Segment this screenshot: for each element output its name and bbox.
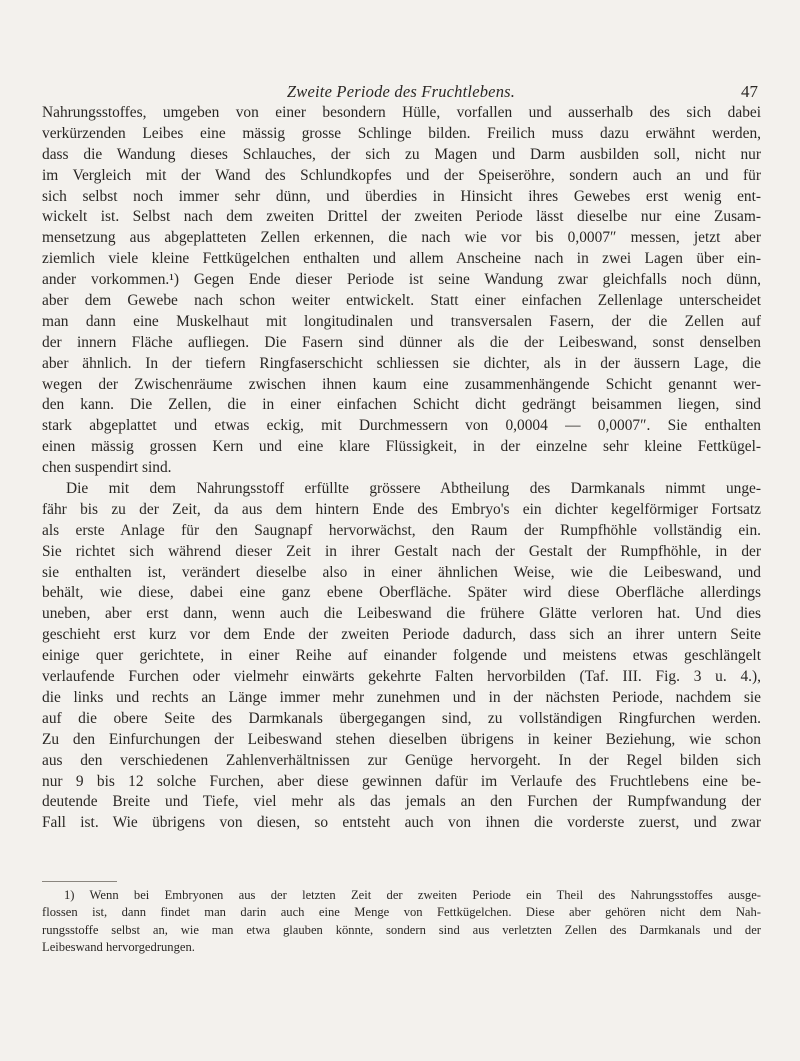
text-line: behält, wie diese, dabei eine ganz ebene Oberfläche. Später wird diese Oberfläche allerdings <box>42 584 761 602</box>
text-line: auf die obere Seite des Darmkanals übergegangen sind, zu vollständigen Ringfurchen werden. <box>42 709 761 727</box>
text-line: sie enthalten ist, verändert dieselbe also in einer ähnlichen Weise, wie die Leibeswand, und <box>42 563 761 581</box>
text-line: Zu den Einfurchungen der Leibeswand stehen dieselben übrigens in keiner Beziehung, wie schon <box>42 730 761 748</box>
text-line: stark abgeplattet und etwas eckig, mit Durchmessern von 0,0004 — 0,0007″. Sie enthalten <box>42 417 761 435</box>
text-line: aus den verschiedenen Zahlenverhältnissen zur Genüge hervorgeht. In der Regel bilden sich <box>42 751 761 769</box>
footnote-line: 1) Wenn bei Embryonen aus der letzten Zeit der zweiten Periode ein Theil des Nahrungsstoffes ausge- <box>64 888 761 902</box>
footnote-line: flossen ist, dann findet man darin auch eine Menge von Fettkügelchen. Diese aber gehören nicht dem Nah- <box>42 905 761 920</box>
text-line: verlaufende Furchen oder vielmehr einwärts gekehrte Falten hervorbilden (Taf. III. Fig. 3 u. 4.), <box>42 668 761 686</box>
footnote-line: Leibeswand hervorgedrungen. <box>42 939 195 954</box>
footnote-line: rungsstoffe selbst an, wie man etwa glauben könnte, sondern sind aus verletzten Zellen des Darmkanals und der <box>42 922 761 937</box>
text-line: den kann. Die Zellen, die in einer einfachen Schicht dicht gedrängt beisammen liegen, sind <box>42 396 761 414</box>
footnote-divider <box>42 881 117 882</box>
text-line: verkürzenden Leibes eine mässig grosse Schlinge bilden. Freilich muss dazu erwähnt werden, <box>42 124 761 142</box>
footnote <box>42 887 761 956</box>
text-line: wegen der Zwischenräume zwischen ihnen kaum eine zusammenhängende Schicht genannt wer- <box>42 375 761 393</box>
text-line: dass die Wandung dieses Schlauches, der sich zu Magen und Darm ausbilden soll, nicht nur <box>42 145 761 163</box>
text-line-paragraph-end: chen suspendirt sind. <box>42 459 172 477</box>
page-number: 47 <box>741 82 758 101</box>
text-line: fähr bis zu der Zeit, da aus dem hintern Ende des Embryo's ein dichter kegelförmiger Fortsatz <box>42 500 761 518</box>
text-line: deutende Breite und Tiefe, viel mehr als das jemals an den Furchen der Rumpfwandung der <box>42 793 761 811</box>
text-line: einige quer gerichtete, in einer Reihe auf einander folgende und meistens etwas geschlängelt <box>42 647 761 665</box>
text-line: Nahrungsstoffes, umgeben von einer besondern Hülle, vorfallen und ausserhalb des sich dabei <box>42 104 761 121</box>
text-line: Fall ist. Wie übrigens von diesen, so entsteht auch von ihnen die vorderste zuerst, und zwar <box>42 814 761 832</box>
text-line: aber dem Gewebe nach schon weiter entwickelt. Statt einer einfachen Zellenlage unterscheidet <box>42 292 761 310</box>
running-title: Zweite Periode des Fruchtlebens. <box>286 82 516 101</box>
text-line: mensetzung aus abgeplatteten Zellen erkennen, die nach wie vor bis 0,0007″ messen, jetzt aber <box>42 229 761 247</box>
text-line: nur 9 bis 12 solche Furchen, aber diese gewinnen dafür im Verlaufe des Fruchtlebens eine be- <box>42 772 761 790</box>
text-line: aber ähnlich. In der tiefern Ringfaserschicht schliessen sie dichter, als in der äussern Lage, die <box>42 354 761 372</box>
text-line: wickelt ist. Selbst nach dem zweiten Drittel der zweiten Periode lässt dieselbe nur eine Zusam- <box>42 208 761 226</box>
main-text <box>42 103 761 834</box>
text-line: einen mässig grossen Kern und eine klare Flüssigkeit, in der einzelne sehr kleine Fettkügel- <box>42 438 761 456</box>
text-line: man dann eine Muskelhaut mit longitudinalen und transversalen Fasern, der die Zellen auf <box>42 312 761 330</box>
text-line: ziemlich viele kleine Fettkügelchen enthalten und allem Anscheine nach in zwei Lagen über ein- <box>42 250 761 268</box>
text-line: die links und rechts an Länge immer mehr zunehmen und in der nächsten Periode, nachdem sie <box>42 688 761 706</box>
text-line: geschieht erst kurz vor dem Ende der zweiten Periode dadurch, dass sich an ihrer untern Seite <box>42 626 761 644</box>
text-line: im Vergleich mit der Wand des Schlundkopfes und der Speiseröhre, sondern auch an und für <box>42 166 761 184</box>
text-line: ander vorkommen.¹) Gegen Ende dieser Periode ist seine Wandung zwar gleichfalls noch dünn, <box>42 271 761 289</box>
text-line: uneben, aber erst dann, wenn auch die Leibeswand die frühere Glätte verloren hat. Und dies <box>42 605 761 623</box>
text-line-paragraph-start: Die mit dem Nahrungsstoff erfüllte grössere Abtheilung des Darmkanals nimmt unge- <box>66 480 761 498</box>
text-line: sich selbst noch immer sehr dünn, und überdies in Hinsicht ihres Gewebes erst wenig ent- <box>42 187 761 205</box>
text-line: als erste Anlage für den Saugnapf hervorwächst, den Raum der Rumpfhöhle vollständig ein. <box>42 521 761 539</box>
text-line: Sie richtet sich während dieser Zeit in ihrer Gestalt nach der Gestalt der Rumpfhöhle, in der <box>42 542 761 560</box>
text-line: der innern Fläche aufliegen. Die Fasern sind dünner als die der Leibeswand, sonst denselben <box>42 333 761 351</box>
